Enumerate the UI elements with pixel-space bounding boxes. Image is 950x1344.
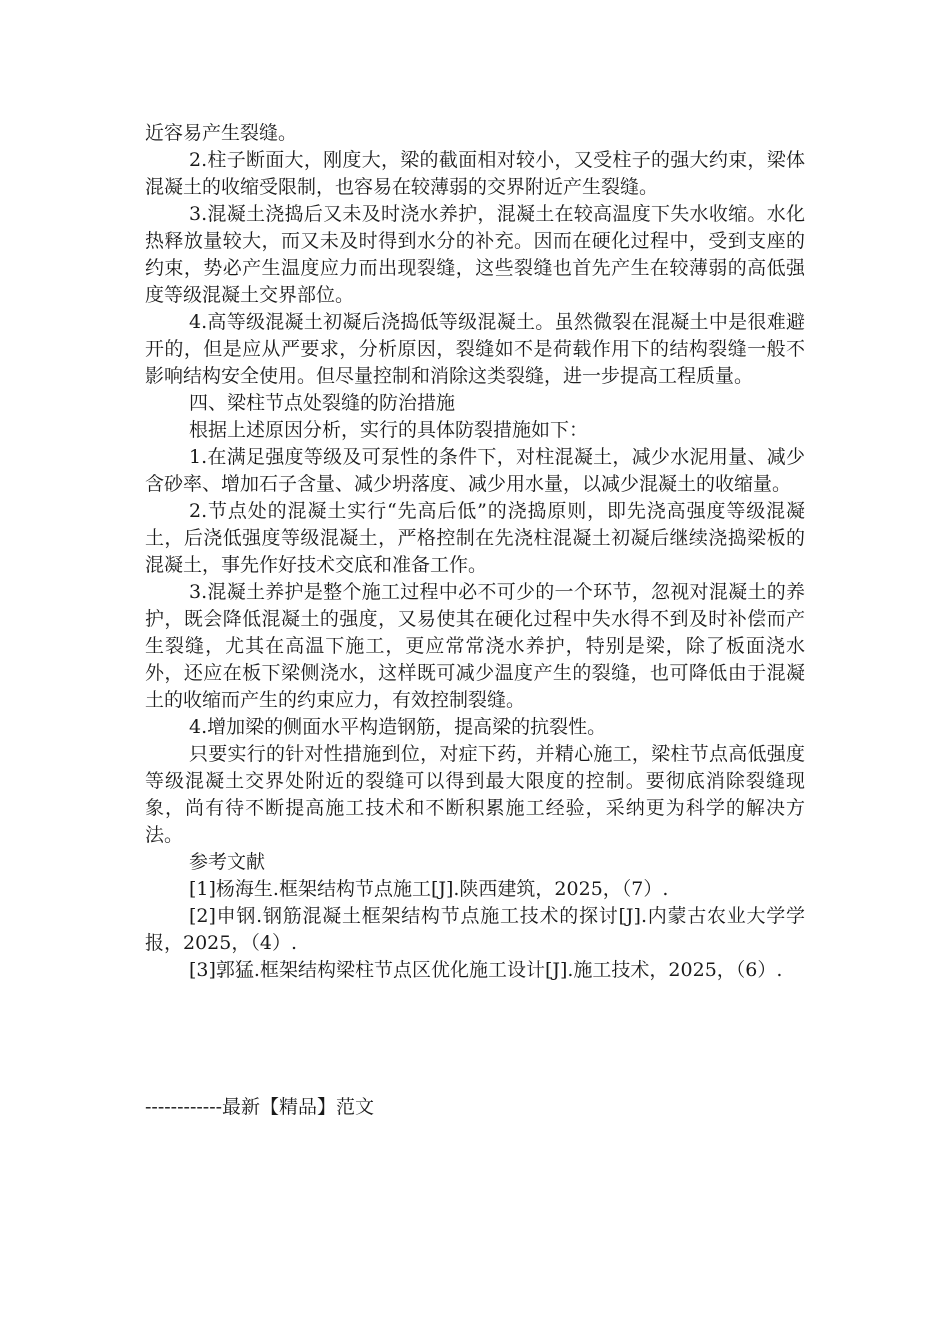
page-footer: ------------最新【精品】范文 [145,1096,375,1118]
paragraph-measure-1: 1.在满足强度等级及可泵性的条件下，对柱混凝土，减少水泥用量、减少含砂率、增加石子含量、减少坍落度、减少用水量，以减少混凝土的收缩量。 [145,446,805,495]
paragraph-measure-2: 2.节点处的混凝土实行“先高后低”的浇捣原则，即先浇高强度等级混凝土，后浇低强度等级混凝土，严格控制在先浇柱混凝土初凝后继续浇捣梁板的混凝土，事先作好技术交底和准备工作。 [145,500,805,576]
reference-item-2: [2]申钢.钢筋混凝土框架结构节点施工技术的探讨[J].内蒙古农业大学学报，2025，（4）. [145,905,805,954]
paragraph-cause-4: 4.高等级混凝土初凝后浇捣低等级混凝土。虽然微裂在混凝土中是很难避开的，但是应从严要求，分析原因，裂缝如不是荷载作用下的结构裂缝一般不影响结构安全使用。但尽量控制和消除这类裂缝，进一步提高工程质量。 [145,311,805,387]
section-heading: 四、梁柱节点处裂缝的防治措施 [189,392,456,414]
references-heading: 参考文献 [189,851,266,873]
paragraph-intro: 根据上述原因分析，实行的具体防裂措施如下： [189,419,589,441]
paragraph-measure-3: 3.混凝土养护是整个施工过程中必不可少的一个环节，忽视对混凝土的养护，既会降低混凝土的强度，又易使其在硬化过程中失水得不到及时补偿而产生裂缝，尤其在高温下施工，更应常常浇水养护，特别是梁，除了板面浇水外，还应在板下梁侧浇水，这样既可减少温度产生的裂缝，也可降低由于混凝土的收缩而产生的约束应力，有效控制裂缝。 [145,581,805,711]
paragraph-measure-4: 4.增加梁的侧面水平构造钢筋，提高梁的抗裂性。 [189,716,607,738]
paragraph-conclusion: 只要实行的针对性措施到位，对症下药，并精心施工，梁柱节点高低强度等级混凝土交界处附近的裂缝可以得到最大限度的控制。要彻底消除裂缝现象，尚有待不断提高施工技术和不断积累施工经验，采纳更为科学的解决方法。 [145,743,805,846]
paragraph-continuation: 近容易产生裂缝。 [145,122,298,144]
reference-item-3: [3]郭猛.框架结构梁柱节点区优化施工设计[J].施工技术，2025，（6）. [189,959,783,981]
document-body [145,120,805,984]
paragraph-cause-3: 3.混凝土浇捣后又未及时浇水养护，混凝土在较高温度下失水收缩。水化热释放量较大，而又未及时得到水分的补充。因而在硬化过程中，受到支座的约束，势必产生温度应力而出现裂缝，这些裂缝也首先产生在较薄弱的高低强度等级混凝土交界部位。 [145,203,805,306]
reference-item-1: [1]杨海生.框架结构节点施工[J].陕西建筑，2025，（7）. [189,878,669,900]
paragraph-cause-2: 2.柱子断面大，刚度大，梁的截面相对较小，又受柱子的强大约束，梁体混凝土的收缩受限制，也容易在较薄弱的交界附近产生裂缝。 [145,149,805,198]
